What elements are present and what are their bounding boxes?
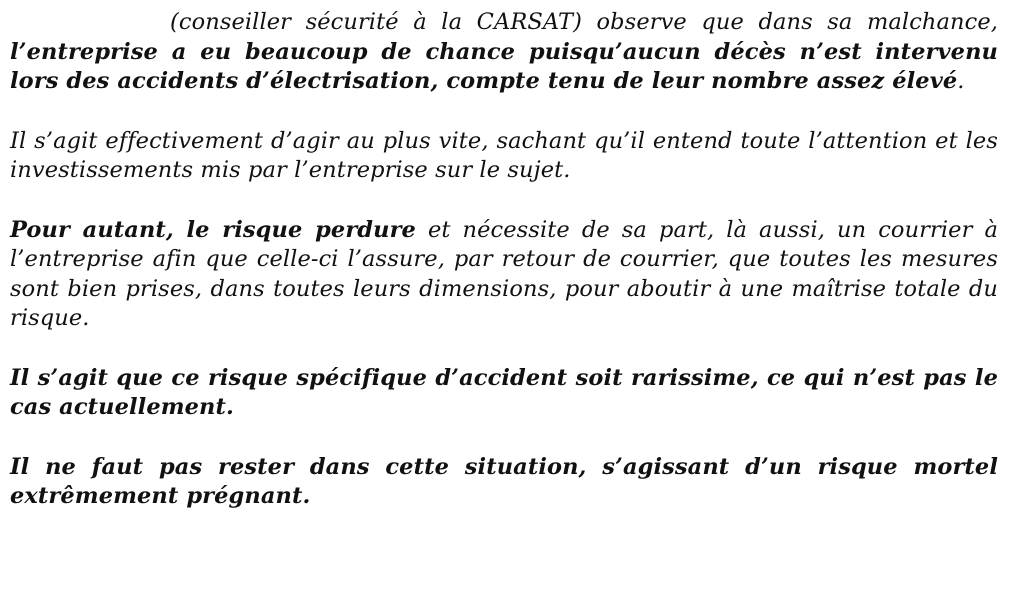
text-segment-bold: Il ne faut pas rester dans cette situation, s’agissant d’un risque mortel extrêmement prégnant. xyxy=(10,453,998,509)
paragraph-carsat-observation xyxy=(10,8,998,97)
text-segment: . xyxy=(957,68,965,94)
text-segment-bold: Il s’agit que ce risque spécifique d’accident soit rarissime, ce qui n’est pas le cas actuellement. xyxy=(10,364,998,420)
paragraph-risque-rarissime xyxy=(10,364,998,423)
text-segment-bold: Pour autant, le risque perdure xyxy=(10,216,416,243)
document-page xyxy=(10,8,998,542)
paragraph-risque-mortel xyxy=(10,453,998,512)
text-segment: Il s’agit effectivement d’agir au plus vite, sachant qu’il entend toute l’attention et les investissements mis par l’entreprise sur le sujet. xyxy=(10,127,998,183)
paragraph-risque-perdure xyxy=(10,216,998,334)
paragraph-agir-vite xyxy=(10,127,998,186)
text-segment: et nécessite de sa part, là aussi, un courrier à l’entreprise afin que celle-ci l’assure, par retour de courrier, que toutes les mesures sont bien prises, dans toutes leurs dimensions, pour aboutir à une maîtrise totale du risque. xyxy=(10,216,998,331)
text-segment-bold: l’entreprise a eu beaucoup de chance puisqu’aucun décès n’est intervenu lors des accidents d’électrisation, compte tenu de leur nombre assez élevé xyxy=(10,38,998,94)
text-segment: (conseiller sécurité à la CARSAT) observe que dans sa malchance, xyxy=(170,9,998,35)
